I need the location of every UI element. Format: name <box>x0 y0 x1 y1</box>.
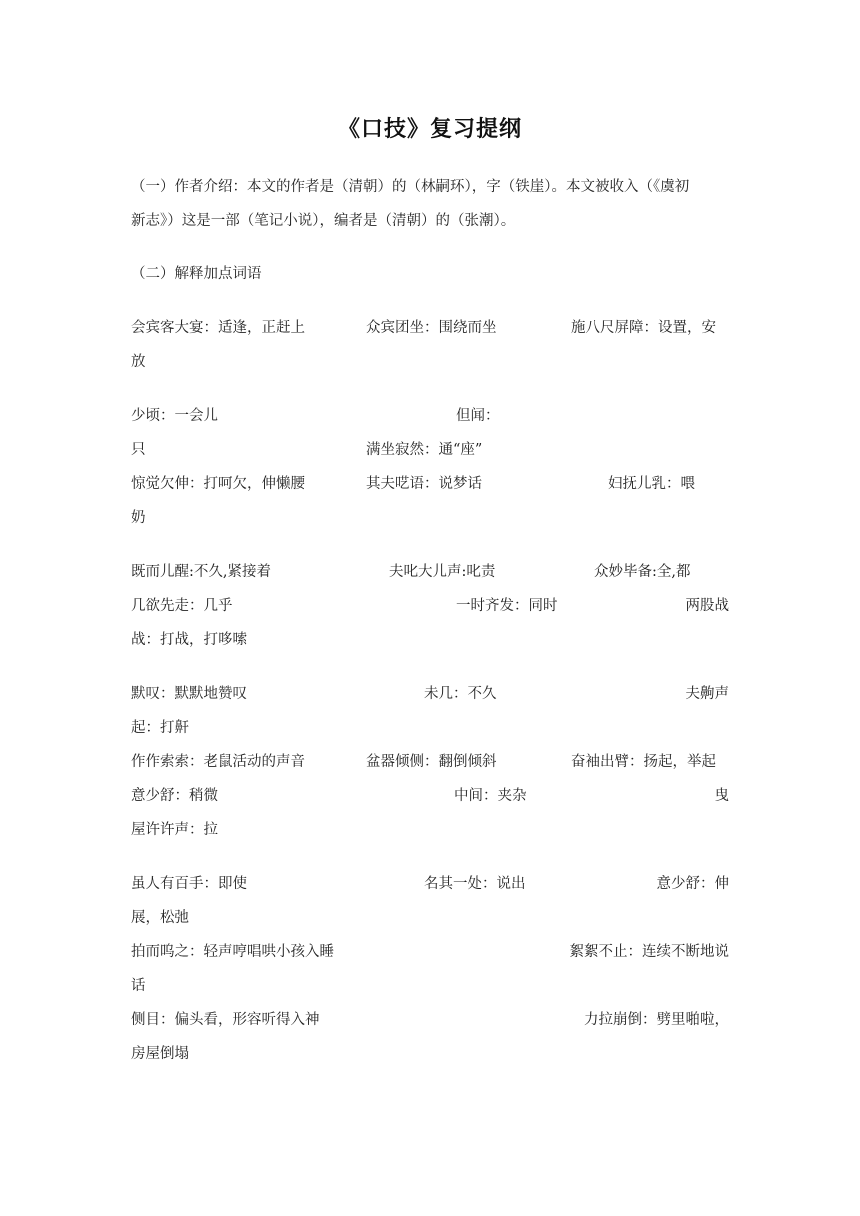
gloss-entry: 一时齐发：同时 <box>456 598 558 614</box>
gloss-entry: 意少舒：稍微 <box>131 788 218 804</box>
gloss-entry: 作作索索：老鼠活动的声音 <box>131 754 305 770</box>
section-heading: （二）解释加点词语 <box>131 266 262 282</box>
gloss-continuation: 展，松弛 <box>131 910 189 926</box>
gloss-entry: 默叹：默默地赞叹 <box>131 686 247 702</box>
gloss-entry: 絮絮不止：连续不断地说 <box>569 944 729 960</box>
gloss-entry: 众妙毕备:全,都 <box>594 564 691 580</box>
gloss-continuation: 奶 <box>131 510 146 526</box>
gloss-entry: 意少舒：伸 <box>656 876 729 892</box>
gloss-entry: 少顷：一会儿 <box>131 408 218 424</box>
gloss-entry: 力拉崩倒：劈里啪啦， <box>584 1012 729 1028</box>
gloss-entry: 侧目：偏头看，形容听得入神 <box>131 1012 320 1028</box>
gloss-entry: 会宾客大宴：适逢，正赶上 <box>131 320 305 336</box>
gloss-entry: 未几：不久 <box>424 686 497 702</box>
gloss-continuation: 战：打战，打哆嗦 <box>131 632 247 648</box>
gloss-entry: 曳 <box>714 788 729 804</box>
gloss-continuation: 放 <box>131 354 146 370</box>
gloss-entry: 几欲先走：几乎 <box>131 598 233 614</box>
gloss-entry: 奋袖出臂：扬起，举起 <box>571 754 716 770</box>
gloss-entry: 既而儿醒:不久,紧接着 <box>131 564 271 580</box>
gloss-entry: 满坐寂然：通“座” <box>366 442 483 458</box>
gloss-entry: 中间：夹杂 <box>454 788 527 804</box>
gloss-continuation: 房屋倒塌 <box>131 1046 189 1062</box>
author-intro-line-1: （一）作者介绍：本文的作者是（清朝）的（林嗣环），字（铁崖）。本文被收入（《虞初 <box>131 179 690 195</box>
gloss-entry: 盆器倾侧：翻倒倾斜 <box>366 754 497 770</box>
gloss-entry: 众宾团坐：围绕而坐 <box>366 320 497 336</box>
author-intro-line-2: 新志》）这是一部（笔记小说），编者是（清朝）的（张潮）。 <box>131 213 516 229</box>
gloss-entry: 但闻： <box>456 408 500 424</box>
gloss-entry: 名其一处：说出 <box>424 876 526 892</box>
gloss-entry: 其夫呓语：说梦话 <box>366 476 482 492</box>
gloss-entry: 夫齁声 <box>685 686 729 702</box>
gloss-continuation: 话 <box>131 978 146 994</box>
gloss-entry: 施八尺屏障：设置，安 <box>571 320 716 336</box>
gloss-entry: 拍而呜之：轻声哼唱哄小孩入睡 <box>131 944 334 960</box>
gloss-entry: 惊觉欠伸：打呵欠，伸懒腰 <box>131 476 305 492</box>
gloss-continuation: 只 <box>131 442 146 458</box>
gloss-entry: 虽人有百手：即使 <box>131 876 247 892</box>
gloss-continuation: 起：打鼾 <box>131 720 189 736</box>
gloss-continuation: 屋许许声：拉 <box>131 822 218 838</box>
gloss-entry: 夫叱大儿声:叱责 <box>389 564 496 580</box>
gloss-entry: 两股战 <box>685 598 729 614</box>
document-title: 《口技》复习提纲 <box>337 116 522 142</box>
gloss-entry: 妇抚儿乳：喂 <box>608 476 695 492</box>
